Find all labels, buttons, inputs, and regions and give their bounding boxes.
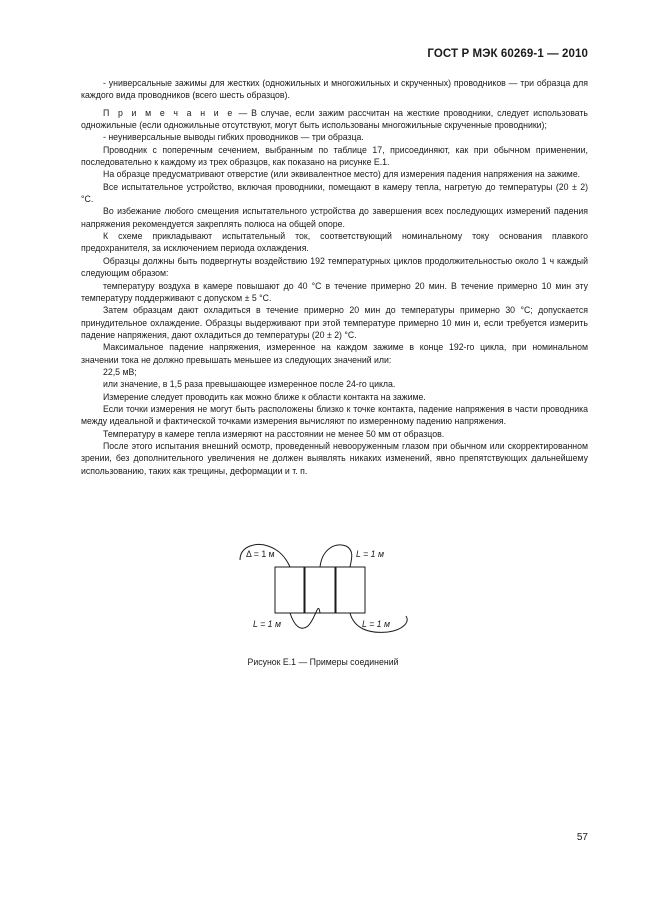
paragraph: Все испытательное устройство, включая проводники, помещают в камеру тепла, нагретую до температуры (20 ± 2) °С.: [81, 181, 588, 205]
paragraph: 22,5 мВ;: [103, 366, 137, 377]
page-header-standard-title: ГОСТ Р МЭК 60269-1 — 2010: [427, 48, 588, 60]
paragraph: Проводник с поперечным сечением, выбранным по таблице 17, присоединяют, как при обычном применении, последовательно к каждому из трех образцов, как показано на рисунке Е.1.: [81, 144, 588, 168]
paragraph: Температуру в камере тепла измеряют на расстоянии не менее 50 мм от образцов.: [103, 428, 445, 439]
paragraph: или значение, в 1,5 раза превышающее измеренное после 24-го цикла.: [103, 379, 396, 390]
paragraph: После этого испытания внешний осмотр, проведенный невооруженным глазом при обычном или скорректированном зрении, без дополнительного увеличения не должен выявлять никаких изменений, явно препятствующих дальнейшему использованию, таких как трещины, деформации и т. п.: [81, 440, 588, 476]
paragraph: - универсальные зажимы для жестких (одножильных и многожильных и скрученных) проводников — три образца для каждого вида проводников (всего шесть образцов).: [81, 78, 588, 101]
body-text: [81, 77, 588, 477]
terminal-block-1: [275, 567, 304, 613]
figure-caption-text: Рисунок Е.1 — Примеры соединений: [247, 657, 399, 667]
figure-label-bottom-right: L = 1 м: [362, 619, 390, 629]
paragraph: Во избежание любого смещения испытательного устройства до завершения всех последующих измерений падения напряжения рекомендуется закреплять полюса на общей опоре.: [81, 206, 588, 229]
figure-label-top-right: L = 1 м: [356, 549, 384, 559]
note-paragraph: [81, 107, 588, 132]
terminal-block-3: [336, 567, 365, 613]
figure-label-bottom-left: L = 1 м: [253, 619, 281, 629]
note-label: П р и м е ч а н и е: [103, 107, 235, 118]
figure-label-top-left: Δ = 1 м: [246, 549, 275, 559]
paragraph: Максимальное падение напряжения, измеренное на каждом зажиме в конце 192-го цикла, при номинальном значении тока не должно превышать меньшее из следующих значений или:: [81, 342, 588, 365]
paragraph: К схеме прикладывают испытательный ток, соответствующий номинальному току основания плавкого предохранителя, за исключением периода охлаждения.: [81, 231, 588, 254]
page-number: 57: [576, 832, 588, 843]
conductor-loop-top-right: [320, 545, 352, 567]
paragraph: Если точки измерения не могут быть расположены близко к точке контакта, падение напряжения в части проводника между идеальной и фактической точками измерения вычисляют по измеренному падению напряжения.: [81, 403, 588, 427]
paragraph: Измерение следует проводить как можно ближе к области контакта на зажиме.: [103, 391, 426, 402]
paragraph: температуру воздуха в камере повышают до 40 °С в течение примерно 20 мин. В течение примерно 10 мин эту температуру поддерживают с допуском ± 5 °С.: [81, 280, 588, 303]
paragraph: - неуниверсальные выводы гибких проводников — три образца.: [103, 132, 364, 143]
paragraph: Образцы должны быть подвергнуты воздействию 192 температурных циклов продолжительностью около 1 ч каждый следующим образом:: [81, 255, 588, 279]
note-text: — В случае, если зажим рассчитан на жесткие проводники, следует использовать одножильные (если одножильные отсутствуют, могут быть использованы многожильные скрученные проводники);: [81, 107, 588, 131]
figure-caption: [0, 657, 646, 667]
connection-diagram: [228, 540, 418, 640]
paragraph: Затем образцам дают охладиться в течение примерно 20 мин до температуры примерно 30 °С; допускается принудительное охлаждение. Образцы выдерживают при этой температуре примерно 10 мин и, если требуется измерить падение напряжения, дают охладиться до температуры (20 ± 2) °С.: [81, 305, 588, 340]
paragraph: На образце предусматривают отверстие (или эквивалентное место) для измерения падения напряжения на зажиме.: [103, 169, 581, 180]
terminal-block-2: [305, 567, 335, 613]
